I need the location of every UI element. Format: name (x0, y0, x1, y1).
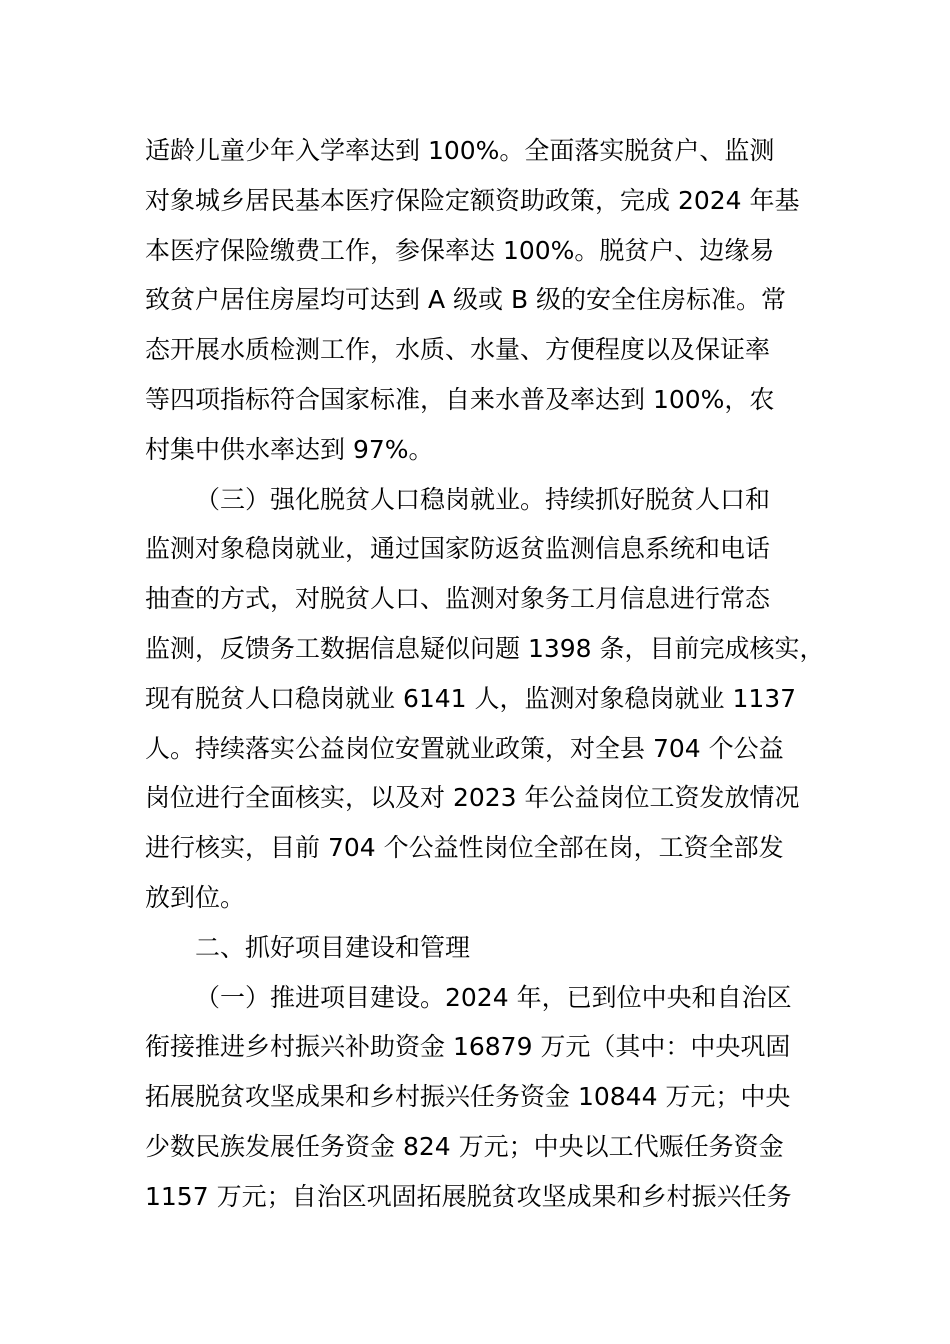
text-line: 放到位。 (145, 882, 246, 912)
text-line: 进行核实，目前 704 个公益性岗位全部在岗，工资全部发 (145, 833, 784, 863)
text-line: 等四项指标符合国家标准，自来水普及率达到 100%，农 (145, 384, 775, 414)
text-line: 致贫户居住房屋均可达到 A 级或 B 级的安全住房标准。常 (145, 285, 787, 315)
section-heading-employment: （三）强化脱贫人口稳岗就业。持续抓好脱贫人口和 (195, 484, 771, 514)
text-line: 人。持续落实公益岗位安置就业政策，对全县 704 个公益 (145, 733, 784, 763)
text-line: 抽查的方式，对脱贫人口、监测对象务工月信息进行常态 (145, 584, 771, 614)
section-heading-project-construction: （一）推进项目建设。2024 年，已到位中央和自治区 (195, 982, 792, 1012)
text-line: 现有脱贫人口稳岗就业 6141 人，监测对象稳岗就业 1137 (145, 683, 797, 713)
text-line: 1157 万元；自治区巩固拓展脱贫攻坚成果和乡村振兴任务 (145, 1181, 792, 1211)
text-line: 本医疗保险缴费工作，参保率达 100%。脱贫户、边缘易 (145, 235, 775, 265)
text-line: 监测对象稳岗就业，通过国家防返贫监测信息系统和电话 (145, 534, 771, 564)
text-line: 适龄儿童少年入学率达到 100%。全面落实脱贫户、监测 (145, 136, 775, 165)
section-heading-projects: 二、抓好项目建设和管理 (195, 932, 471, 962)
text-line: 少数民族发展任务资金 824 万元；中央以工代赈任务资金 (145, 1131, 784, 1161)
body-text (145, 126, 835, 1222)
text-line: 岗位进行全面核实，以及对 2023 年公益岗位工资发放情况 (145, 783, 800, 813)
text-line: 村集中供水率达到 97%。 (145, 434, 434, 464)
text-line: 态开展水质检测工作，水质、水量、方便程度以及保证率 (145, 335, 771, 365)
text-line: 对象城乡居民基本医疗保险定额资助政策，完成 2024 年基 (145, 185, 800, 215)
text-line: 衔接推进乡村振兴补助资金 16879 万元（其中：中央巩固 (145, 1032, 791, 1062)
text-line: 监测，反馈务工数据信息疑似问题 1398 条，目前完成核实， (145, 633, 825, 663)
text-line: 拓展脱贫攻坚成果和乡村振兴任务资金 10844 万元；中央 (145, 1082, 791, 1112)
